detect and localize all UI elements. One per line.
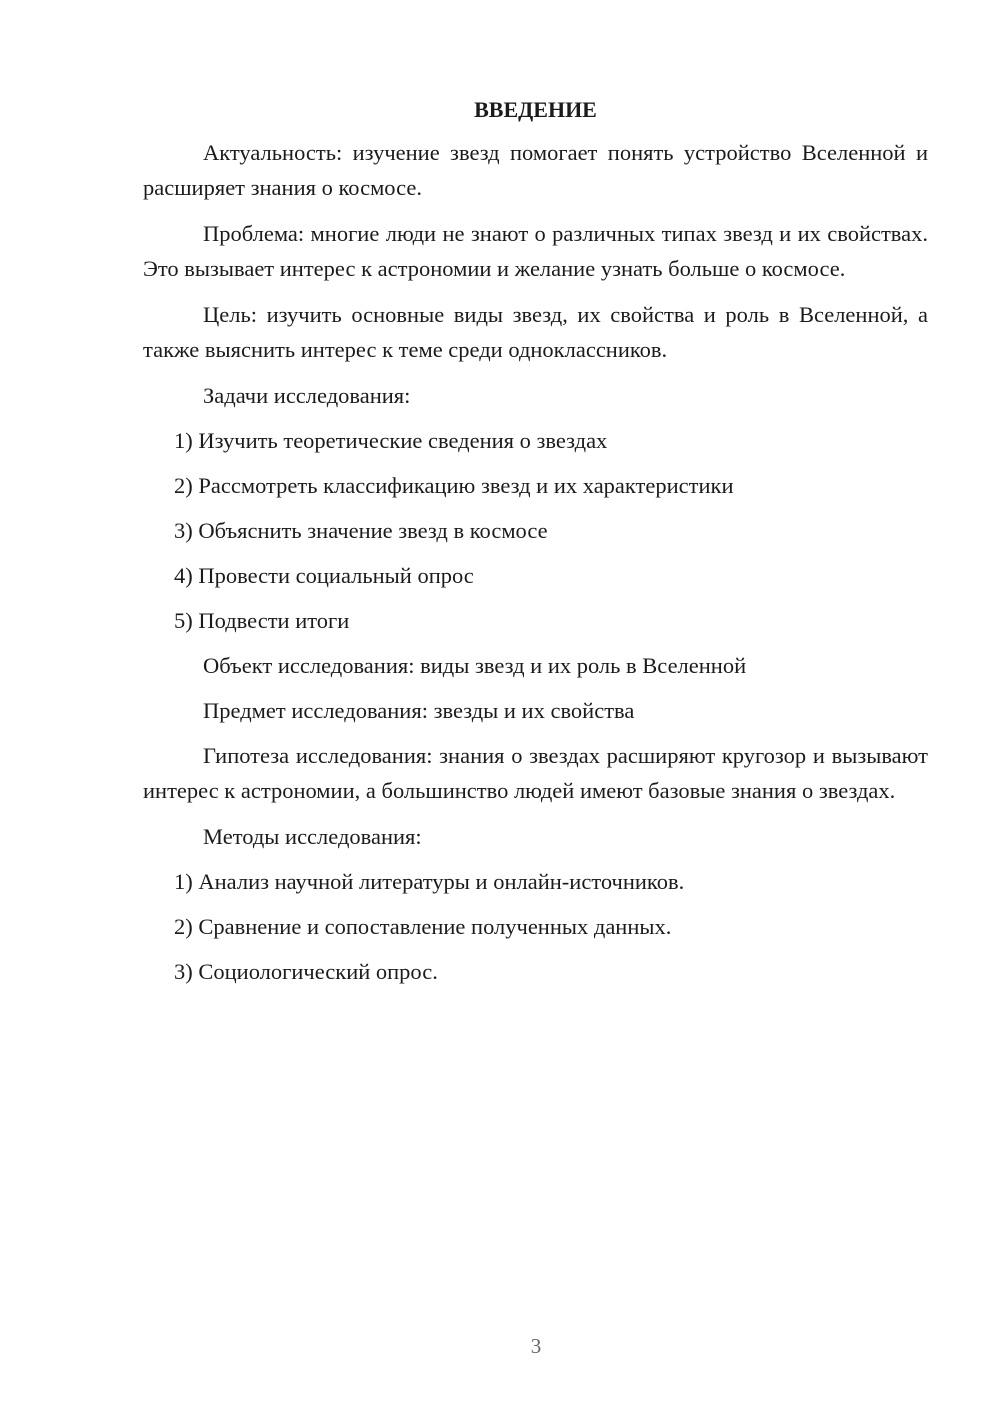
- task-item: 3) Объяснить значение звезд в космосе: [174, 518, 548, 543]
- hypothesis-paragraph: Гипотеза исследования: знания о звездах расширяют кругозор и вызывают интерес к астрономии, а большинство людей имеют базовые знания о звездах.: [143, 743, 928, 803]
- page-number: 3: [530, 1334, 542, 1358]
- task-item: 4) Провести социальный опрос: [174, 563, 474, 588]
- method-item: 1) Анализ научной литературы и онлайн-источников.: [174, 869, 685, 894]
- research-object: Объект исследования: виды звезд и их роль в Вселенной: [203, 653, 747, 678]
- research-subject: Предмет исследования: звезды и их свойства: [203, 698, 635, 723]
- problem-paragraph: Проблема: многие люди не знают о различных типах звезд и их свойствах. Это вызывает интерес к астрономии и желание узнать больше о космосе.: [143, 221, 928, 281]
- relevance-paragraph: Актуальность: изучение звезд помогает понять устройство Вселенной и расширяет знания о космосе.: [143, 140, 928, 200]
- task-item: 1) Изучить теоретические сведения о звездах: [174, 428, 608, 453]
- method-item: 3) Социологический опрос.: [174, 959, 438, 984]
- methods-heading: Методы исследования:: [203, 824, 422, 849]
- goal-paragraph: Цель: изучить основные виды звезд, их свойства и роль в Вселенной, а также выяснить интерес к теме среди одноклассников.: [143, 302, 928, 362]
- section-title: ВВЕДЕНИЕ: [474, 97, 597, 122]
- task-item: 5) Подвести итоги: [174, 608, 350, 633]
- task-item: 2) Рассмотреть классификацию звезд и их характеристики: [174, 473, 734, 498]
- tasks-heading: Задачи исследования:: [203, 383, 411, 408]
- method-item: 2) Сравнение и сопоставление полученных данных.: [174, 914, 672, 939]
- document-page: [143, 94, 928, 999]
